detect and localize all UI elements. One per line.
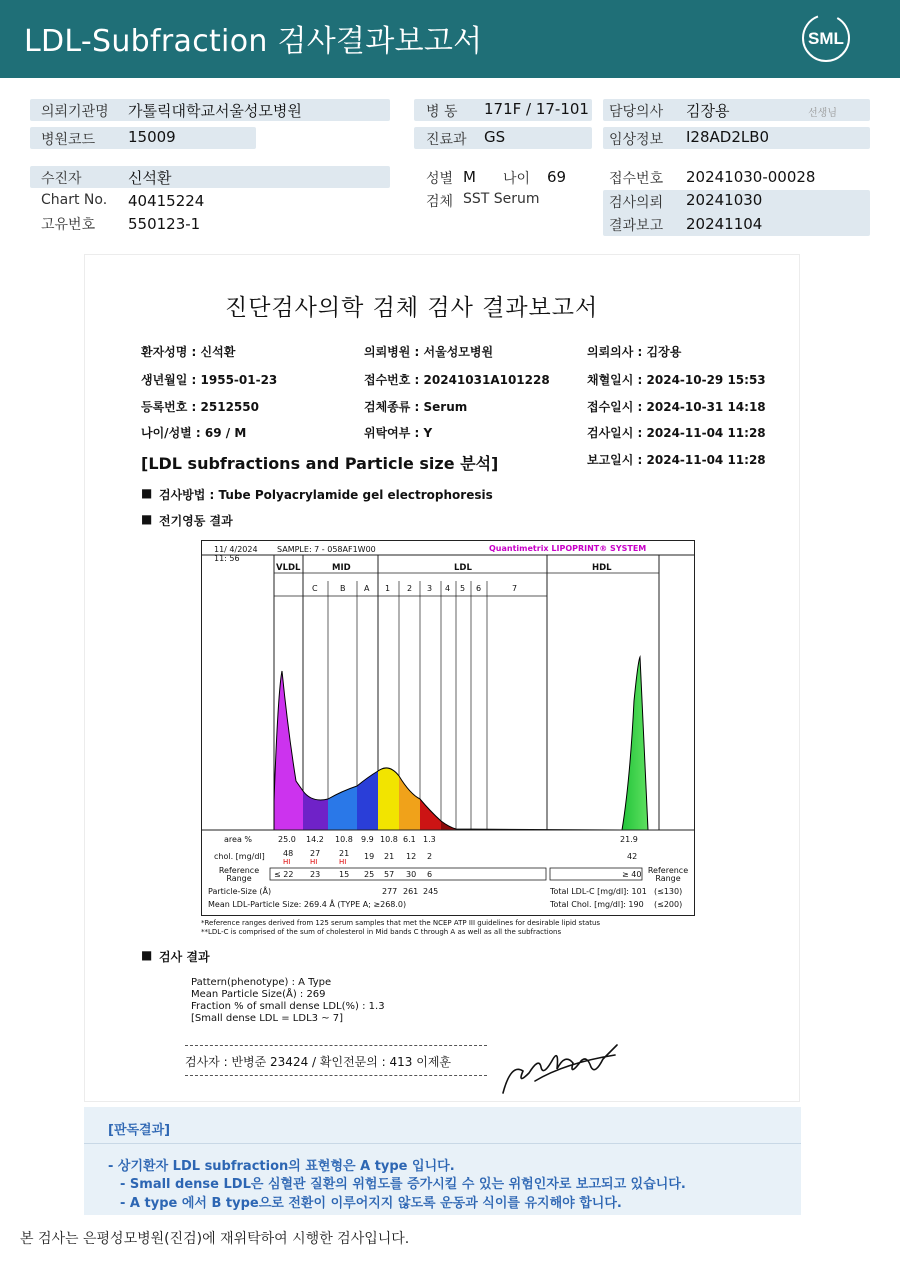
chol-c: 27 — [310, 849, 321, 858]
logo-text: SML — [808, 29, 844, 48]
chart-label: Chart No. — [41, 192, 108, 208]
sex-label: 성별 — [426, 171, 454, 187]
area-vldl: 25.0 — [278, 835, 296, 844]
method-bullet-mark: ■ — [141, 486, 153, 500]
field-birth: 생년월일 : 1955-01-23 — [141, 373, 278, 387]
band-4: 4 — [445, 584, 451, 593]
dept-value: GS — [484, 128, 506, 146]
report-value: 20241104 — [686, 215, 763, 233]
specimen-label: 검체 — [426, 194, 454, 210]
area-label: area % — [224, 835, 252, 844]
report-title: LDL-Subfraction 검사결과보고서 — [24, 24, 483, 59]
gel-group-hdl: HDL — [592, 563, 612, 573]
ward-value: 171F / 17-101 — [484, 100, 589, 118]
hi-flag-vldl: HI — [283, 858, 291, 866]
clinical-value: I28AD2LB0 — [686, 128, 770, 146]
report-sheet — [84, 254, 800, 1102]
gel-sample: SAMPLE: 7 - 058AF1W00 — [277, 545, 376, 554]
total-ldl-ref: (≤130) — [654, 887, 683, 896]
chol-b: 21 — [339, 849, 350, 858]
chol-3: 2 — [427, 852, 433, 861]
sign-line: 검사자 : 반병준 23424 / 확인전문의 : 413 이제훈 — [185, 1055, 452, 1069]
total-ldl: Total LDL-C [mg/dl]: 101 — [550, 887, 647, 896]
clinical-label: 임상정보 — [609, 132, 664, 148]
band-a: A — [364, 584, 370, 593]
psize-3: 245 — [423, 887, 439, 896]
area-a: 9.9 — [361, 835, 374, 844]
field-receipt-no: 접수번호 : 20241031A101228 — [364, 373, 550, 387]
band-2: 2 — [407, 584, 413, 593]
result-bullet-mark: ■ — [141, 948, 153, 962]
ref-hdl: ≥ 40 — [622, 870, 642, 879]
gel-brand: Quantimetrix LIPOPRINT® SYSTEM — [489, 544, 647, 553]
area-1: 10.8 — [380, 835, 398, 844]
area-hdl: 21.9 — [620, 835, 638, 844]
chart-value: 40415224 — [128, 192, 205, 210]
institution-value: 가톨릭대학교서울성모병원 — [128, 102, 302, 120]
chol-hdl: 42 — [627, 852, 638, 861]
request-value: 20241030 — [686, 191, 763, 209]
band-b: B — [340, 584, 346, 593]
bottom-note: 본 검사는 은평성모병원(진검)에 재위탁하여 시행한 검사입니다. — [20, 1231, 410, 1247]
age-label: 나이 — [503, 171, 531, 187]
psize-label: Particle-Size (Å) — [208, 887, 272, 896]
ref-c: 23 — [310, 870, 321, 879]
gel-group-vldl: VLDL — [276, 563, 301, 573]
chol-1: 21 — [384, 852, 395, 861]
electro-bullet: 전기영동 결과 — [159, 514, 233, 528]
chol-a: 19 — [364, 852, 375, 861]
area-b: 10.8 — [335, 835, 353, 844]
area-c: 14.2 — [306, 835, 324, 844]
gel-time: 11: 56 — [214, 554, 240, 563]
hospital-code-value: 15009 — [128, 128, 176, 146]
field-age-sex: 나이/성별 : 69 / M — [141, 426, 247, 440]
hi-flag-b: HI — [339, 858, 347, 866]
band-6: 6 — [476, 584, 482, 593]
opinion-line-3: - A type 에서 B type으로 전환이 이루어지지 않도록 운동과 식이를 유지해야 합니다. — [120, 1196, 622, 1211]
chol-label: chol. [mg/dl] — [214, 852, 265, 861]
doctor-suffix: 선생님 — [808, 108, 837, 119]
ref-1: 57 — [384, 870, 395, 879]
signature-image — [495, 1033, 625, 1099]
sml-logo — [800, 12, 852, 64]
field-reg-no: 등록번호 : 2512550 — [141, 400, 259, 414]
result-small-dense: [Small dense LDL = LDL3 ~ 7] — [191, 1013, 344, 1024]
field-draw-time: 채혈일시 : 2024-10-29 15:53 — [587, 373, 766, 387]
ref-a: 25 — [364, 870, 375, 879]
field-hospital: 의뢰병원 : 서울성모병원 — [364, 345, 494, 359]
method-bullet: 검사방법 : Tube Polyacrylamide gel electrophoresis — [159, 488, 493, 502]
patient-value: 신석환 — [128, 169, 172, 187]
footnote-2: **LDL-C is comprised of the sum of cholesterol in Mid bands C through A as well as all the subfractions — [201, 928, 562, 936]
mean-ldl-size: Mean LDL-Particle Size: 269.4 Å (TYPE A; ≥268.0) — [208, 900, 407, 909]
result-pattern: Pattern(phenotype) : A Type — [191, 977, 332, 988]
total-chol-ref: (≤200) — [654, 900, 683, 909]
sex-value: M — [463, 168, 476, 186]
ref-label: Reference Range — [218, 866, 260, 883]
result-mean-size: Mean Particle Size(Å) : 269 — [191, 989, 326, 1000]
chol-vldl: 48 — [283, 849, 294, 858]
opinion-line-2: - Small dense LDL은 심혈관 질환의 위험도를 증가시킬 수 있는 위험인자로 보고되고 있습니다. — [120, 1177, 686, 1192]
psize-1: 277 — [382, 887, 398, 896]
gel-electrophoresis-chart — [201, 540, 695, 916]
band-3: 3 — [427, 584, 433, 593]
band-5: 5 — [460, 584, 466, 593]
gel-plot — [202, 541, 694, 915]
sheet-title: 진단검사의학 검체 검사 결과보고서 — [225, 295, 599, 321]
receipt-label: 접수번호 — [609, 171, 664, 187]
field-receipt-time: 접수일시 : 2024-10-31 14:18 — [587, 400, 766, 414]
total-chol: Total Chol. [mg/dl]: 190 — [550, 900, 644, 909]
opinion-divider — [84, 1143, 801, 1144]
patient-label: 수진자 — [41, 171, 82, 187]
specimen-value: SST Serum — [463, 191, 540, 207]
result-fraction: Fraction % of small dense LDL(%) : 1.3 — [191, 1001, 385, 1012]
field-name: 환자성명 : 신석환 — [141, 345, 236, 359]
field-consign: 위탁여부 : Y — [364, 426, 433, 440]
field-doctor: 의뢰의사 : 김장용 — [587, 345, 682, 359]
unique-label: 고유번호 — [41, 217, 96, 233]
hi-flag-c: HI — [310, 858, 318, 866]
band-c: C — [312, 584, 318, 593]
result-bullet: 검사 결과 — [159, 950, 210, 964]
dept-label: 진료과 — [426, 132, 467, 148]
footnote-1: *Reference ranges derived from 125 serum samples that met the NCEP ATP III guidelines for desirable lipid status — [201, 919, 601, 927]
psize-2: 261 — [403, 887, 419, 896]
ref-label-right: Reference Range — [647, 866, 689, 883]
gel-date: 11/ 4/2024 — [214, 545, 258, 554]
unique-value: 550123-1 — [128, 215, 201, 233]
area-2: 6.1 — [403, 835, 416, 844]
ref-b: 15 — [339, 870, 350, 879]
sign-divider-bottom — [185, 1075, 487, 1076]
receipt-value: 20241030-00028 — [686, 168, 816, 186]
report-label: 결과보고 — [609, 218, 664, 234]
field-specimen: 검체종류 : Serum — [364, 400, 468, 414]
gel-group-mid: MID — [332, 563, 351, 573]
field-report-time: 보고일시 : 2024-11-04 11:28 — [587, 453, 766, 467]
institution-label: 의뢰기관명 — [41, 104, 109, 120]
ref-3: 6 — [427, 870, 433, 879]
electro-bullet-mark: ■ — [141, 512, 153, 526]
ward-label: 병 동 — [426, 104, 458, 120]
ref-vldl: ≤ 22 — [274, 870, 294, 879]
area-3: 1.3 — [423, 835, 436, 844]
age-value: 69 — [547, 168, 567, 186]
request-label: 검사의뢰 — [609, 195, 664, 211]
doctor-label: 담당의사 — [609, 104, 664, 120]
section-title: [LDL subfractions and Particle size 분석] — [141, 454, 499, 473]
chol-2: 12 — [406, 852, 417, 861]
doctor-value: 김장용 — [686, 102, 730, 120]
gel-group-ldl: LDL — [454, 563, 472, 573]
sign-divider-top — [185, 1045, 487, 1046]
band-7: 7 — [512, 584, 518, 593]
hospital-code-label: 병원코드 — [41, 132, 96, 148]
opinion-title: [판독결과] — [108, 1123, 171, 1138]
opinion-line-1: - 상기환자 LDL subfraction의 표현형은 A type 입니다. — [108, 1159, 455, 1174]
patient-bar — [30, 166, 390, 188]
ref-2: 30 — [406, 870, 417, 879]
band-1: 1 — [385, 584, 391, 593]
field-test-time: 검사일시 : 2024-11-04 11:28 — [587, 426, 766, 440]
